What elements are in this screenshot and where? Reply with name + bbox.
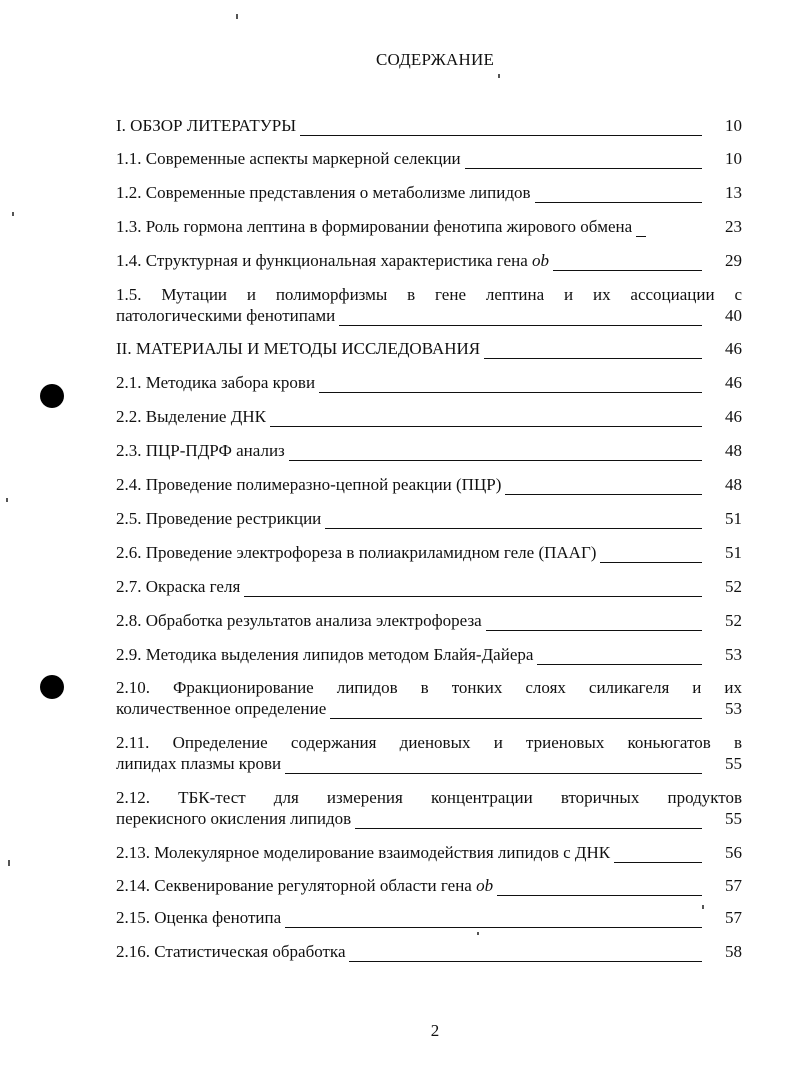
leader-line [614, 847, 702, 863]
toc-entry-2-12 [116, 787, 742, 829]
leader-line [339, 310, 702, 326]
scan-speck [498, 74, 500, 78]
toc-entry-page: 53 [725, 699, 742, 718]
toc-entry-2-9 [116, 644, 742, 665]
toc-entry-title-line1: 2.10. Фракционирование липидов в тонких слоях силикагеля и их [116, 678, 742, 697]
toc-entry-2-2 [116, 406, 742, 427]
toc-entry-2-5 [116, 508, 742, 529]
toc-entry-page: 10 [725, 116, 742, 135]
toc-entry-page: 10 [725, 149, 742, 168]
toc-entry-page: 51 [725, 509, 742, 528]
toc-entry-title-line1: 2.11. Определение содержания диеновых и триеновых коньюгатов в [116, 733, 742, 752]
toc-entry-page: 52 [725, 577, 742, 596]
toc-entry-2-13 [116, 842, 742, 863]
toc-entry-2-4 [116, 474, 742, 495]
toc-entry-2-10 [116, 677, 742, 719]
toc-entry-2-11 [116, 732, 742, 774]
toc-entry-title-line2: перекисного окисления липидов [116, 809, 352, 828]
toc-entry-2-8 [116, 610, 742, 631]
leader-line [486, 615, 702, 631]
scan-speck [8, 860, 10, 866]
toc-entry-title-line1: 1.5. Мутации и полиморфизмы в гене лептина и их ассоциации с [116, 285, 742, 304]
leader-line [505, 479, 702, 495]
toc-entry-title: 1.1. Современные аспекты маркерной селекции [116, 149, 461, 168]
toc-entry-title-line1: 2.12. ТБК-тест для измерения концентрации вторичных продуктов [116, 788, 742, 807]
leader-line [484, 343, 702, 359]
leader-line [285, 912, 702, 928]
toc-entry-title: 2.1. Методика забора крови [116, 373, 316, 392]
toc-entry-title-line2: липидах плазмы крови [116, 754, 282, 773]
scan-speck [477, 932, 479, 935]
toc-entry-1-2 [116, 182, 742, 203]
toc-entry-title-line2: количественное определение [116, 699, 327, 718]
toc-entry-page: 58 [725, 942, 742, 961]
toc-entry-title: 2.3. ПЦР-ПДРФ анализ [116, 441, 285, 460]
toc-entry-page: 48 [725, 441, 742, 460]
toc-entry-title: 1.2. Современные представления о метаболизме липидов [116, 183, 531, 202]
toc-entry-page: 53 [725, 645, 742, 664]
toc-entry-page: 46 [725, 373, 742, 392]
binder-hole-mark [40, 384, 64, 408]
toc-entry-page: 55 [725, 754, 742, 773]
toc-entry-page: 48 [725, 475, 742, 494]
page-number: 2 [430, 1021, 440, 1040]
leader-line [355, 813, 702, 829]
toc-entry-2-1 [116, 372, 742, 393]
toc-entry-1-4 [116, 250, 742, 271]
toc-entry-title: 2.13. Молекулярное моделирование взаимодействия липидов с ДНК [116, 843, 611, 862]
toc-entry-2-16 [116, 941, 742, 962]
toc-entry-title: 2.14. Секвенирование регуляторной области гена ob [116, 876, 494, 895]
leader-line [289, 445, 702, 461]
toc-entry-title: 2.8. Обработка результатов анализа электрофореза [116, 611, 482, 630]
toc-entry-page: 13 [725, 183, 742, 202]
leader-line [553, 255, 702, 271]
leader-line [285, 758, 702, 774]
toc-entry-page: 55 [725, 809, 742, 828]
toc-entry-1-5 [116, 284, 742, 326]
leader-line [244, 581, 702, 597]
leader-line [465, 153, 702, 169]
toc-entry-1-3 [116, 216, 742, 237]
toc-entry-title: 1.4. Структурная и функциональная характеристика гена ob [116, 251, 549, 270]
leader-line [600, 547, 702, 563]
scan-speck [702, 905, 704, 909]
scan-speck [236, 14, 238, 19]
leader-line [330, 703, 702, 719]
toc-entry-title: 2.5. Проведение рестрикции [116, 509, 322, 528]
toc-entry-title: 2.4. Проведение полимеразно-цепной реакции (ПЦР) [116, 475, 502, 494]
scan-speck [12, 212, 14, 216]
toc-entry-title: 1.3. Роль гормона лептина в формировании фенотипа жирового обмена [116, 217, 633, 236]
toc-entry-1 [116, 115, 742, 136]
toc-entry-2-15 [116, 907, 742, 928]
toc-entry-title: 2.7. Окраска геля [116, 577, 241, 596]
toc-entry-title: II. МАТЕРИАЛЫ И МЕТОДЫ ИССЛЕДОВАНИЯ [116, 339, 481, 358]
toc-entry-page: 57 [725, 876, 742, 895]
toc-entry-page: 52 [725, 611, 742, 630]
toc-entry-title: 2.15. Оценка фенотипа [116, 908, 282, 927]
toc-entry-page: 46 [725, 339, 742, 358]
leader-line [497, 880, 702, 896]
leader-line [636, 221, 646, 237]
page-title: СОДЕРЖАНИЕ [375, 50, 495, 69]
toc-entry-2-6 [116, 542, 742, 563]
toc-entry-2-3 [116, 440, 742, 461]
leader-line [537, 649, 702, 665]
toc-entry-title: 2.6. Проведение электрофореза в полиакриламидном геле (ПААГ) [116, 543, 597, 562]
leader-line [325, 513, 702, 529]
toc-entry-title: 2.16. Статистическая обработка [116, 942, 346, 961]
toc-entry-title: 2.2. Выделение ДНК [116, 407, 266, 426]
toc-entry-1-1 [116, 148, 742, 169]
leader-line [270, 411, 702, 427]
binder-hole-mark [40, 675, 64, 699]
toc-entry-title: 2.9. Методика выделения липидов методом Блайя-Дайера [116, 645, 534, 664]
scan-speck [6, 498, 8, 502]
leader-line [535, 187, 703, 203]
toc-entry-page: 51 [725, 543, 742, 562]
toc-entry-2-7 [116, 576, 742, 597]
toc-entry-2 [116, 338, 742, 359]
leader-line [319, 377, 702, 393]
toc-entry-page: 40 [725, 306, 742, 325]
toc-entry-title: I. ОБЗОР ЛИТЕРАТУРЫ [116, 116, 297, 135]
toc-entry-page: 57 [725, 908, 742, 927]
toc-entry-page: 46 [725, 407, 742, 426]
toc-entry-page: 29 [725, 251, 742, 270]
toc-entry-title-line2: патологическими фенотипами [116, 306, 336, 325]
toc-entry-2-14 [116, 875, 742, 896]
toc-entry-page: 23 [725, 217, 742, 236]
leader-line [349, 946, 702, 962]
toc-entry-page: 56 [725, 843, 742, 862]
leader-line [300, 120, 702, 136]
